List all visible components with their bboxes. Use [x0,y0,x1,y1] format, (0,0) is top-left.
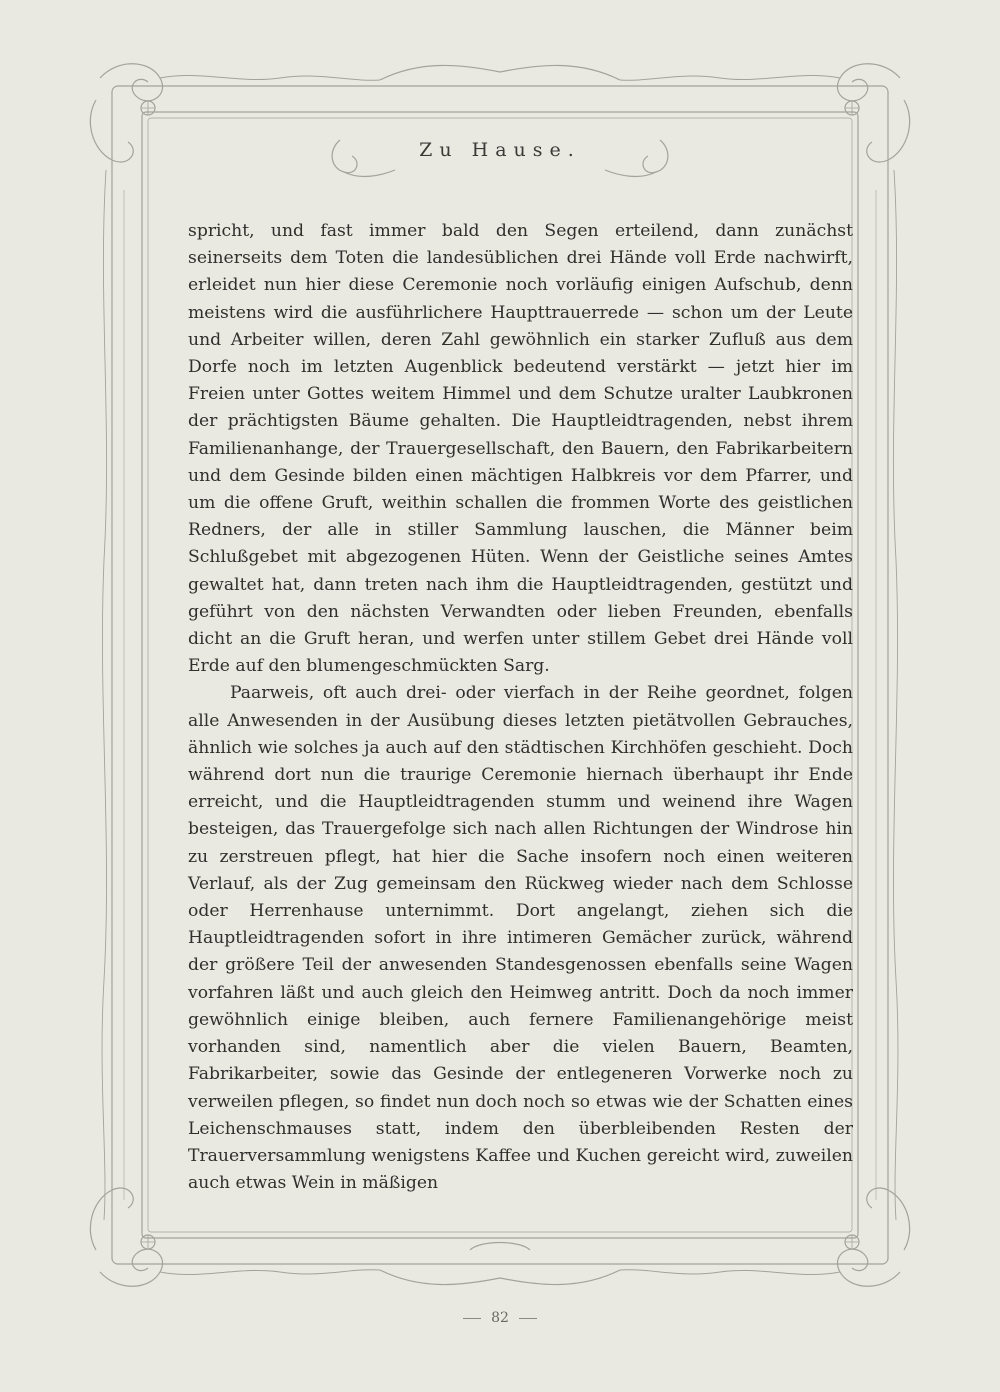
bottom-left-scroll [100,1249,163,1286]
top-center-scroll [380,65,620,80]
page-footer [0,1310,1000,1326]
top-left-scroll [100,64,163,101]
footer-dash-left [463,1318,481,1319]
running-head: Zu Hause. [419,139,581,161]
paragraph-1: spricht, und fast immer bald den Segen erteilend, dann zunächst seinerseits dem Toten die landesüblichen drei Hände voll Erde nachwirft, erleidet nun hier diese Ceremonie noch vorläufig einigen Aufschub, denn meistens wird die ausführlichere Haupttrauerrede — schon um der Leute und Arbeiter willen, deren Zahl gewöhnlich ein starker Zufluß aus dem Dorfe noch im letzten Augenblick bedeutend verstärkt — jetzt hier im Freien unter Gottes weitem Himmel und dem Schutze uralter Laubkronen der prächtigsten Bäume gehalten. Die Hauptleidtragenden, nebst ihrem Familienanhange, der Trauergesellschaft, den Bauern, den Fabrikarbeitern und dem Gesinde bilden einen mächtigen Halbkreis vor dem Pfarrer, und um die offene Gruft, weithin schallen die frommen Worte des geistlichen Redners, der alle in stiller Sammlung lauschen, die Männer beim Schlußgebet mit abgezogenen Hüten. Wenn der Geistliche seines Amtes gewaltet hat, dann treten nach ihm die Hauptleidtragenden, gestützt und geführt von den nächsten Verwandten oder lieben Freunden, ebenfalls dicht an die Gruft heran, und werfen unter stillem Gebet drei Hände voll Erde auf den blumengeschmückten Sarg. [188,221,853,677]
bottom-right-scroll [837,1249,900,1286]
footer-dash-right [519,1318,537,1319]
body-text [188,218,853,1197]
page-number: 82 [491,1310,509,1326]
bottom-center-scroll [380,1270,620,1285]
paragraph-2: Paarweis, oft auch drei- oder vierfach in der Reihe geordnet, folgen alle Anwesenden in der Ausübung dieses letzten pietätvollen Gebrauches, ähnlich wie solches ja auch auf den städtischen Kirchhöfen geschieht. Doch während dort nun die traurige Ceremonie hiernach überhaupt ihr Ende erreicht, und die Hauptleidtragenden stumm und weinend ihre Wagen besteigen, das Trauergefolge sich nach allen Richtungen der Windrose hin zu zerstreuen pflegt, hat hier die Sache insofern noch einen weiteren Verlauf, als der Zug gemeinsam den Rückweg wieder nach dem Schlosse oder Herrenhause unternimmt. Dort angelangt, ziehen sich die Hauptleidtragenden sofort in ihre intimeren Gemächer zurück, während der größere Teil der anwesenden Standesgenossen ebenfalls seine Wagen vorfahren läßt und auch gleich den Heimweg antritt. Doch da noch immer gewöhnlich einige bleiben, auch fernere Familienangehörige meist vorhanden sind, namentlich aber die vielen Bauern, Beamten, Fabrikarbeiter, sowie das Gesinde der entlegeneren Vorwerke noch zu verweilen pflegen, so findet nun doch noch so etwas wie der Schatten eines Leichenschmauses statt, indem den überbleibenden Resten der Trauerversammlung wenigstens Kaffee und Kuchen gereicht wird, zuweilen auch etwas Wein in mäßigen [188,683,853,1194]
top-right-scroll [837,64,900,101]
